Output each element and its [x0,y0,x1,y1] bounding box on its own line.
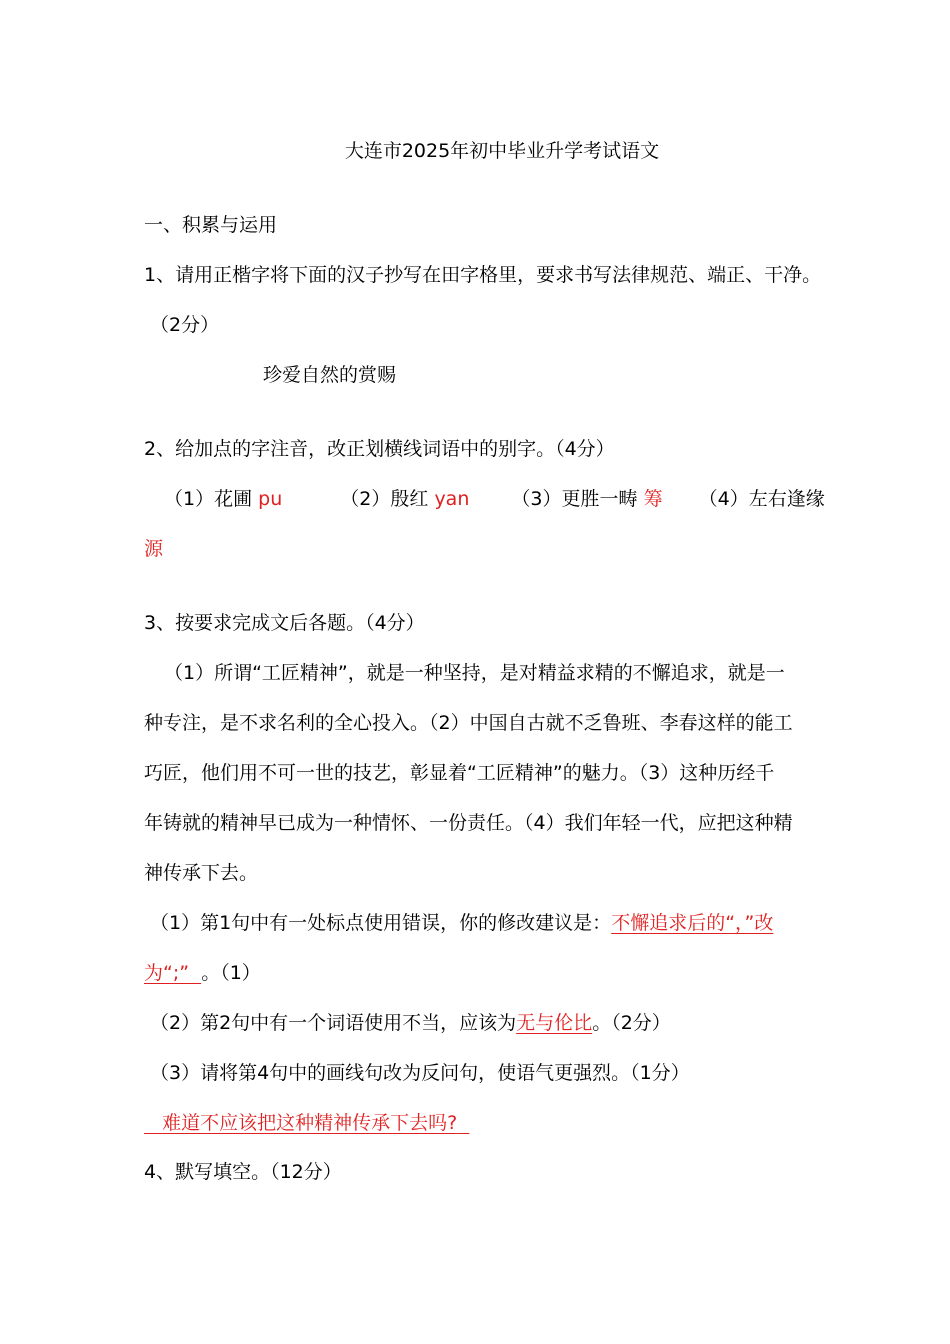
sub-question-2-answer: 无与伦比 [516,1012,593,1034]
sub-question-2-tail: 。（2分） [592,1012,671,1034]
option-4-answer: 源 [144,538,164,560]
passage-line: （1）所谓“工匠精神”，就是一种坚持，是对精益求精的不懈追求，就是一 [164,662,785,684]
sub-question-3-answer: 难道不应该把这种精神传承下去吗? [162,1112,458,1134]
question-1-text: 1、请用正楷字将下面的汉子抄写在田字格里，要求书写法律规范、端正、干净。 [144,264,822,286]
option-1-label: （1）花圃 [164,488,253,510]
option-4-label: （4）左右逢缘 [698,488,825,510]
question-4-text: 4、默写填空。（12分） [144,1161,342,1183]
option-3-answer: 筹 [643,488,663,510]
question-1-phrase: 珍爱自然的赏赐 [263,364,397,386]
sub-question-1-continued [144,961,261,985]
question-3-text: 3、按要求完成文后各题。（4分） [144,612,425,634]
page-title: 大连市2025年初中毕业升学考试语文 [344,140,660,162]
sub-question-1-tail: 。（1） [201,962,261,984]
sub-question-2 [150,1011,671,1035]
question-2-text: 2、给加点的字注音，改正划横线词语中的别字。（4分） [144,438,615,460]
question-1-score: （2分） [150,314,220,336]
sub-question-1-answer-cont: 为“;” [144,962,190,984]
sub-question-1 [150,911,773,935]
passage-line: 年铸就的精神早已成为一种情怀、一份责任。（4）我们年轻一代，应把这种精 [144,812,793,834]
sub-question-1-answer: 不懈追求后的“，”改 [611,912,774,934]
sub-question-1-text: （1）第1句中有一处标点使用错误，你的修改建议是： [150,912,612,934]
sub-question-3-text: （3）请将第4句中的画线句改为反问句，使语气更强烈。（1分） [150,1062,690,1084]
passage-line: 神传承下去。 [144,862,259,884]
sub-question-2-text: （2）第2句中有一个词语使用不当，应该为 [150,1012,517,1034]
section-heading: 一、积累与运用 [144,214,278,236]
option-2-answer: yan [434,488,470,510]
sub-question-3-answer-line [144,1111,469,1135]
sub-question-3-answer-wrap [144,1112,469,1134]
passage-line: 种专注，是不求名利的全心投入。（2）中国自古就不乏鲁班、李春这样的能工 [144,712,793,734]
passage-line: 巧匠，他们用不可一世的技艺，彰显着“工匠精神”的魅力。（3）这种历经千 [144,762,775,784]
option-3-label: （3）更胜一畴 [511,488,638,510]
option-1-answer: pu [258,488,283,510]
question-2-options [164,487,825,511]
option-2-label: （2）殷红 [340,488,429,510]
